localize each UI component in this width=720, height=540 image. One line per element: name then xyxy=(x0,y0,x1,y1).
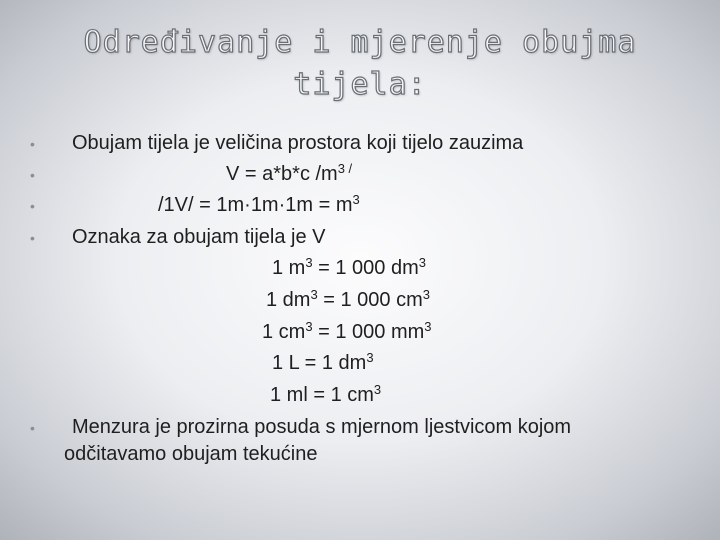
conv-right: = 1 000 cm xyxy=(317,289,423,311)
menzura-line-2: odčitavamo obujam tekućine xyxy=(64,443,318,465)
conv-exp: 3 xyxy=(418,255,426,270)
conversion-dm3-cm3 xyxy=(266,288,430,312)
bullet-icon: • xyxy=(30,136,35,152)
conv-text: 1 L = 1 dm xyxy=(272,352,367,374)
conv-right: = 1 000 dm xyxy=(312,257,419,279)
obujam-definition: Obujam tijela je veličina prostora koji tijelo zauzima xyxy=(72,132,524,154)
conversion-ml-cm3 xyxy=(270,383,381,407)
oznaka-line: Oznaka za obujam tijela je V xyxy=(72,226,326,248)
conversion-cm3-mm3 xyxy=(262,320,432,344)
formula-text: V = a*b*c /m xyxy=(226,163,338,185)
conv-left: 1 dm xyxy=(266,289,311,311)
conv-exp: 3 xyxy=(373,382,382,397)
bullet-icon: • xyxy=(30,167,35,183)
conv-exp: 3 xyxy=(366,350,374,365)
conv-left: 1 m xyxy=(272,257,306,279)
slide-title xyxy=(60,22,660,106)
volume-formula xyxy=(226,162,352,186)
conv-exp: 3 xyxy=(305,255,313,270)
conv-exp: 3 xyxy=(424,319,432,334)
conv-exp: 3 xyxy=(310,287,318,302)
bullet-icon: • xyxy=(30,230,35,246)
conv-right: = 1 000 mm xyxy=(312,321,425,343)
unit-text: /1V/ = 1m·1m·1m = m xyxy=(158,194,353,216)
conv-left: 1 cm xyxy=(262,321,306,343)
menzura-line-1: Menzura je prozirna posuda s mjernom ljestvicom kojom xyxy=(72,416,572,438)
conversion-m3-dm3 xyxy=(272,256,426,280)
bullet-icon: • xyxy=(30,420,35,436)
conv-exp: 3 xyxy=(422,287,430,302)
conv-exp: 3 xyxy=(305,319,313,334)
bullet-icon: • xyxy=(30,198,35,214)
formula-exponent: 3 / xyxy=(337,161,353,176)
title-line-2: tijela: xyxy=(293,67,427,102)
title-line-1: Određivanje i mjerenje obujma xyxy=(83,25,637,60)
unit-formula xyxy=(158,193,360,217)
conv-text: 1 ml = 1 cm xyxy=(270,384,374,406)
conversion-l-dm3 xyxy=(272,351,374,375)
unit-exponent: 3 xyxy=(352,192,360,207)
